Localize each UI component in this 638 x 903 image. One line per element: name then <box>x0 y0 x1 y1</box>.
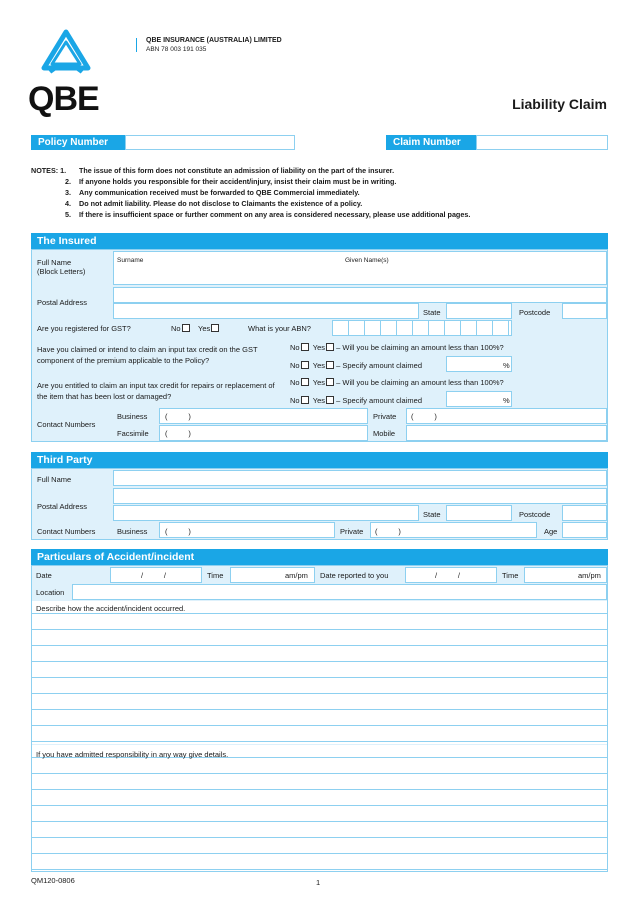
acc-ampm2: am/pm <box>578 571 601 580</box>
tp-postcode-label: Postcode <box>519 510 551 519</box>
acc-date-slashes: / / <box>141 571 167 580</box>
tp-postal-label: Postal Address <box>37 502 88 511</box>
insured-facsimile-paren: ( ) <box>165 429 191 438</box>
itc-question-1: Have you claimed or intend to claim an input tax credit on the GST component of the premium applicable to the Policy? <box>37 345 258 365</box>
tp-private-label: Private <box>340 527 364 536</box>
policy-number-field[interactable] <box>125 135 295 150</box>
company-abn: ABN 78 003 191 035 <box>146 46 207 53</box>
acc-time-label: Time <box>207 571 224 580</box>
insured-private-label: Private <box>373 412 397 421</box>
tp-postal-field-2[interactable] <box>113 505 419 521</box>
note-item-2: If anyone holds you responsible for their accident/injury, insist their claim must be in writing. <box>79 177 397 186</box>
note-item-4: Do not admit liability. Please do not disclose to Claimants the existence of a policy. <box>79 199 363 208</box>
acc-location-field[interactable] <box>72 584 607 600</box>
tp-age-label: Age <box>544 527 558 536</box>
gst-no-checkbox[interactable] <box>182 324 190 332</box>
insured-heading: The Insured <box>31 233 608 249</box>
itc1-yes-checkbox[interactable] <box>326 343 334 351</box>
itc1-yes2-checkbox[interactable] <box>326 361 334 369</box>
itc2-row2 <box>290 396 422 405</box>
third-party-heading: Third Party <box>31 452 608 468</box>
insured-surname-label: Surname <box>117 257 144 264</box>
logo-text: QBE <box>28 80 99 118</box>
itc1-row2 <box>290 361 422 370</box>
accident-heading: Particulars of Accident/incident <box>31 549 608 565</box>
gst-no-text: No <box>171 324 181 333</box>
tp-age-field[interactable] <box>562 522 607 538</box>
itc1-specify: – Specify amount claimed <box>336 361 422 370</box>
itc1-no-checkbox[interactable] <box>301 343 309 351</box>
insured-full-name-label: Full Name (Block Letters) <box>37 258 86 276</box>
insured-state-label: State <box>423 308 441 317</box>
insured-private-paren: ( ) <box>411 412 437 421</box>
notes-label: NOTES: 1. <box>31 166 67 175</box>
insured-postcode-field[interactable] <box>562 303 607 319</box>
itc2-specify: – Specify amount claimed <box>336 396 422 405</box>
gst-yes-label <box>198 324 219 333</box>
note-num-3: 3. <box>65 188 71 197</box>
gst-no-label <box>171 324 190 333</box>
acc-date-label: Date <box>36 571 52 580</box>
itc1-no-text: No <box>290 343 300 352</box>
note-item-1: The issue of this form does not constitute an admission of liability on the part of the insurer. <box>79 166 395 175</box>
acc-ampm: am/pm <box>285 571 308 580</box>
page-number: 1 <box>316 878 321 887</box>
insured-given-label: Given Name(s) <box>345 257 389 264</box>
tp-state-field[interactable] <box>446 505 512 521</box>
gst-question: Are you registered for GST? <box>37 324 131 333</box>
insured-state-field[interactable] <box>446 303 512 319</box>
acc-time2-label: Time <box>502 571 519 580</box>
qbe-logo-icon <box>30 28 102 78</box>
itc1-yes2-text: Yes <box>312 361 326 370</box>
itc2-yes2-checkbox[interactable] <box>326 396 334 404</box>
itc1-yes-text: Yes <box>312 343 326 352</box>
itc1-no2-checkbox[interactable] <box>301 361 309 369</box>
header-divider <box>136 38 137 52</box>
itc2-yes2-text: Yes <box>312 396 326 405</box>
abn-question: What is your ABN? <box>248 324 311 333</box>
note-item-5: If there is insufficient space or further comment on any area is considered necessary, please use additional pages. <box>79 210 471 219</box>
tp-state-label: State <box>423 510 441 519</box>
itc1-row1 <box>290 343 504 352</box>
itc-question-2: Are you entitled to claim an input tax credit for repairs or replacement of the item that has been lost or damaged? <box>37 381 275 401</box>
acc-location-label: Location <box>36 588 65 597</box>
company-name: QBE INSURANCE (AUSTRALIA) LIMITED <box>146 37 282 44</box>
insured-postal-label: Postal Address <box>37 298 88 307</box>
note-num-4: 4. <box>65 199 71 208</box>
insured-business-paren: ( ) <box>165 412 191 421</box>
tp-business-label: Business <box>117 527 148 536</box>
itc2-less-100: – Will you be claiming an amount less than 100%? <box>336 378 504 387</box>
insured-postal-field[interactable] <box>113 287 607 303</box>
itc1-pct: % <box>503 361 510 370</box>
itc2-pct: % <box>503 396 510 405</box>
acc-admitted-label: If you have admitted responsibility in any way give details. <box>36 750 229 759</box>
qbe-logo <box>28 28 102 118</box>
claim-number-field[interactable] <box>476 135 608 150</box>
insured-postcode-label: Postcode <box>519 308 551 317</box>
acc-date-reported-label: Date reported to you <box>320 571 389 580</box>
gst-yes-checkbox[interactable] <box>211 324 219 332</box>
tp-postal-field[interactable] <box>113 488 607 504</box>
tp-full-name-label: Full Name <box>37 475 72 484</box>
insured-mobile-label: Mobile <box>373 429 396 438</box>
tp-full-name-field[interactable] <box>113 470 607 486</box>
itc2-no-checkbox[interactable] <box>301 378 309 386</box>
itc2-row1 <box>290 378 504 387</box>
abn-field[interactable] <box>332 320 512 336</box>
gst-yes-text: Yes <box>198 324 211 333</box>
tp-business-paren: ( ) <box>165 527 191 536</box>
itc2-no-text: No <box>290 378 300 387</box>
insured-facsimile-label: Facsimile <box>117 429 149 438</box>
tp-private-paren: ( ) <box>375 527 401 536</box>
insured-business-label: Business <box>117 412 148 421</box>
acc-describe-label-top: Describe how the accident/incident occurred. <box>36 604 186 613</box>
acc-date-reported-slashes: / / <box>435 571 461 580</box>
form-code: QM120-0806 <box>31 876 75 885</box>
tp-contact-label: Contact Numbers <box>37 527 96 536</box>
note-num-5: 5. <box>65 210 71 219</box>
itc1-less-100: – Will you be claiming an amount less than 100%? <box>336 343 504 352</box>
insured-contact-label: Contact Numbers <box>37 420 96 429</box>
claim-number-label: Claim Number <box>386 135 476 150</box>
note-item-3: Any communication received must be forwarded to QBE Commercial immediately. <box>79 188 360 197</box>
itc2-no2-checkbox[interactable] <box>301 396 309 404</box>
note-num-2: 2. <box>65 177 71 186</box>
insured-postal-field-2[interactable] <box>113 303 419 319</box>
page-title: Liability Claim <box>512 96 607 112</box>
tp-postcode-field[interactable] <box>562 505 607 521</box>
itc1-no2-text: No <box>290 361 300 370</box>
insured-mobile-field[interactable] <box>406 425 607 441</box>
itc2-yes-text: Yes <box>312 378 326 387</box>
policy-number-label: Policy Number <box>31 135 125 150</box>
itc2-no2-text: No <box>290 396 300 405</box>
itc2-yes-checkbox[interactable] <box>326 378 334 386</box>
